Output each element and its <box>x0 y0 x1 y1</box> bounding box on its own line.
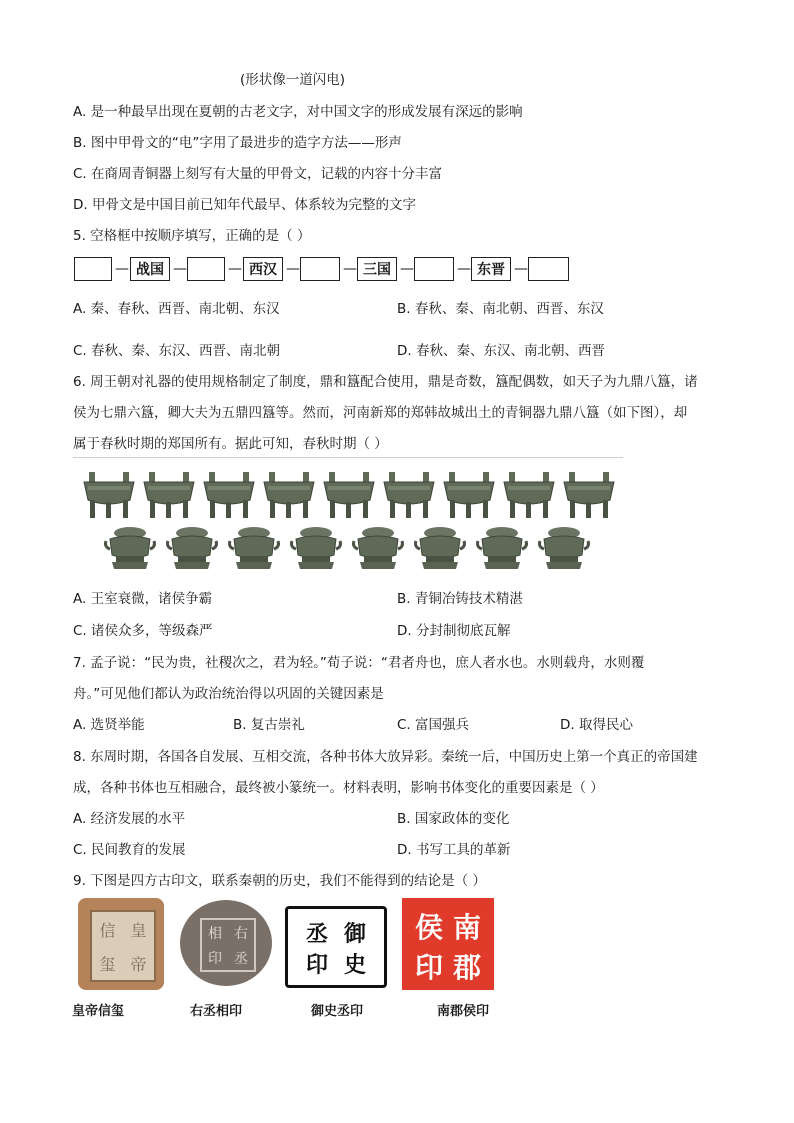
seal-glyph: 右 <box>234 925 248 942</box>
seal-nanjun-image <box>402 898 494 990</box>
q4-option-d: D. 甲骨文是中国目前已知年代最早、体系较为完整的文字 <box>73 197 416 213</box>
gui-row <box>102 525 592 575</box>
ding-vessel-image <box>380 470 438 524</box>
timeline-box-zhanguo: 战国 <box>130 257 170 281</box>
q8-option-a: A. 经济发展的水平 <box>73 811 186 827</box>
gui-vessel-image <box>102 525 158 575</box>
timeline-blank-box-3 <box>300 257 340 281</box>
q6-option-a: A. 王室衰微，诸侯争霸 <box>73 591 213 607</box>
timeline-box-xihan: 西汉 <box>243 257 283 281</box>
seal-glyph: 帝 <box>130 954 147 974</box>
q6-option-b: B. 青铜冶铸技术精湛 <box>397 591 523 607</box>
ding-row <box>80 470 618 524</box>
seal-glyph: 信 <box>99 920 116 940</box>
timeline-blank-box-2 <box>187 257 225 281</box>
timeline-dash: — <box>514 261 528 277</box>
timeline-dash: — <box>115 261 129 277</box>
q7-option-b: B. 复古崇礼 <box>233 717 305 733</box>
seal-caption-4: 南郡侯印 <box>437 1004 490 1019</box>
q8-option-b: B. 国家政体的变化 <box>397 811 510 827</box>
separator-line <box>73 457 623 458</box>
gui-vessel-image <box>164 525 220 575</box>
seal-glyph: 史 <box>343 953 366 978</box>
ding-vessel-image <box>440 470 498 524</box>
seal-youchengxiang-image <box>180 900 272 986</box>
timeline-dash: — <box>457 261 471 277</box>
timeline-box-sanguo: 三国 <box>357 257 397 281</box>
q7-option-d: D. 取得民心 <box>560 717 633 733</box>
timeline-dash: — <box>343 261 357 277</box>
timeline-blank-box-1 <box>74 257 112 281</box>
seal-glyph: 南 <box>452 911 481 944</box>
ding-vessel-image <box>140 470 198 524</box>
q6-option-c: C. 诸侯众多，等级森严 <box>73 623 213 639</box>
seal-glyph: 丞 <box>305 922 328 947</box>
q6-stem-line-2: 侯为七鼎六簋，卿大夫为五鼎四簋等。然而，河南新郑的郑韩故城出土的青铜器九鼎八簋（如下图），却 <box>73 405 688 421</box>
gui-vessel-image <box>350 525 406 575</box>
seal-glyph: 丞 <box>234 950 248 967</box>
gui-vessel-image <box>412 525 468 575</box>
timeline-dash: — <box>400 261 414 277</box>
timeline-dash: — <box>286 261 300 277</box>
q8-stem-line-1: 8. 东周时期，各国各自发展、互相交流，各种书体大放异彩。秦统一后，中国历史上第一个真正的帝国建 <box>73 749 698 765</box>
q7-option-c: C. 富国强兵 <box>397 717 470 733</box>
seal-glyph: 御 <box>343 922 366 947</box>
q5-option-c: C. 春秋、秦、东汉、西晋、南北朝 <box>73 343 281 359</box>
seal-caption-3: 御史丞印 <box>311 1004 364 1019</box>
seal-glyph: 玺 <box>99 954 116 974</box>
gui-vessel-image <box>474 525 530 575</box>
ding-vessel-image <box>200 470 258 524</box>
seal-caption-1: 皇帝信玺 <box>72 1004 125 1019</box>
image-caption: (形状像一道闪电) <box>240 72 346 88</box>
q7-stem-line-1: 7. 孟子说：“民为贵，社稷次之，君为轻。”荀子说：“君者舟也，庶人者水也。水则载舟，水则覆 <box>73 655 645 671</box>
timeline-dash: — <box>173 261 187 277</box>
q5-stem: 5. 空格框中按顺序填写，正确的是（ ） <box>73 228 311 244</box>
q6-option-d: D. 分封制彻底瓦解 <box>397 623 511 639</box>
q5-option-b: B. 春秋、秦、南北朝、西晋、东汉 <box>397 301 604 317</box>
seal-glyph: 印 <box>208 950 222 967</box>
q4-option-b: B. 图中甲骨文的“电”字用了最进步的造字方法——形声 <box>73 135 402 151</box>
seal-glyph: 郡 <box>452 951 481 984</box>
seal-huangdi-image <box>78 898 164 990</box>
seal-yushi-image <box>285 906 387 988</box>
q5-option-d: D. 春秋、秦、东汉、南北朝、西晋 <box>397 343 605 359</box>
q9-stem: 9. 下图是四方古印文，联系秦朝的历史，我们不能得到的结论是（ ） <box>73 873 486 889</box>
q4-option-a: A. 是一种最早出现在夏朝的古老文字，对中国文字的形成发展有深远的影响 <box>73 104 523 120</box>
q7-stem-line-2: 舟。”可见他们都认为政治统治得以巩固的关键因素是 <box>73 686 384 702</box>
ding-vessel-image <box>500 470 558 524</box>
timeline-box-dongjin: 东晋 <box>471 257 511 281</box>
gui-vessel-image <box>288 525 344 575</box>
q6-stem-line-1: 6. 周王朝对礼器的使用规格制定了制度，鼎和簋配合使用，鼎是奇数，簋配偶数，如天子为九鼎八簋，诸 <box>73 374 698 390</box>
ding-vessel-image <box>260 470 318 524</box>
q8-option-c: C. 民间教育的发展 <box>73 842 186 858</box>
q6-stem-line-3: 属于春秋时期的郑国所有。据此可知，春秋时期（ ） <box>73 436 388 452</box>
q8-stem-line-2: 成，各种书体也互相融合，最终被小篆统一。材料表明，影响书体变化的重要因素是（ ） <box>73 780 604 796</box>
seal-glyph: 侯 <box>414 911 443 944</box>
seal-caption-2: 右丞相印 <box>190 1004 243 1019</box>
ding-vessel-image <box>320 470 378 524</box>
seal-glyph: 印 <box>414 951 443 984</box>
seal-glyph: 印 <box>305 953 328 978</box>
q4-option-c: C. 在商周青铜器上刻写有大量的甲骨文，记载的内容十分丰富 <box>73 166 443 182</box>
ding-vessel-image <box>80 470 138 524</box>
timeline-blank-box-4 <box>414 257 454 281</box>
timeline-dash: — <box>228 261 242 277</box>
seal-glyph: 相 <box>208 925 222 942</box>
q7-option-a: A. 选贤举能 <box>73 717 145 733</box>
gui-vessel-image <box>536 525 592 575</box>
timeline-blank-box-5 <box>528 257 569 281</box>
q5-option-a: A. 秦、春秋、西晋、南北朝、东汉 <box>73 301 280 317</box>
ding-vessel-image <box>560 470 618 524</box>
seal-glyph: 皇 <box>130 920 147 940</box>
q8-option-d: D. 书写工具的革新 <box>397 842 511 858</box>
gui-vessel-image <box>226 525 282 575</box>
